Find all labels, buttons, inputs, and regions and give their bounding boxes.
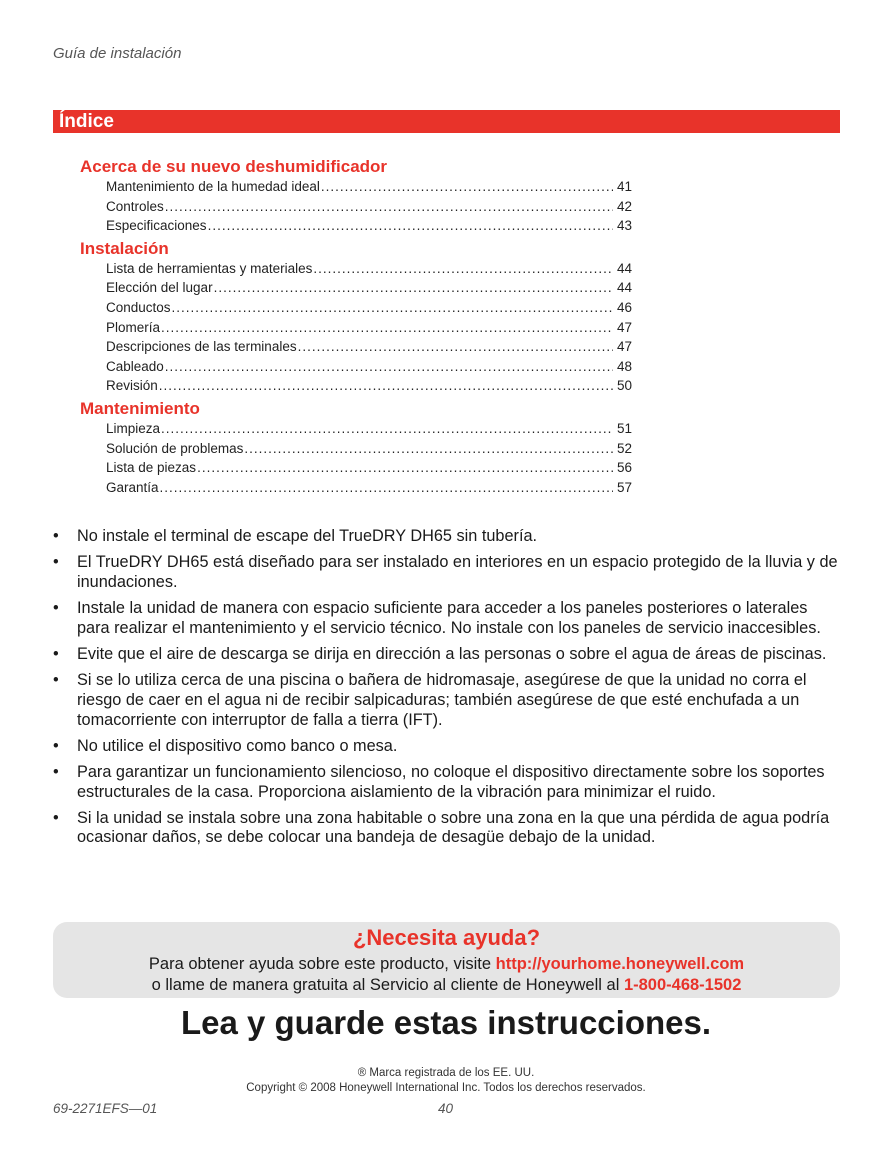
bullet-marker: • <box>53 808 59 827</box>
bullet-text: Instale la unidad de manera con espacio suficiente para acceder a los paneles posteriores o laterales para realizar el mantenimiento y el servicio técnico. No instale con los paneles de servicio inaccesibles. <box>77 598 821 637</box>
bullet-item <box>53 809 838 849</box>
toc-dot-leader <box>313 259 613 279</box>
toc-entry-page: 41 <box>616 179 632 194</box>
toc-entry-page: 44 <box>616 280 632 296</box>
index-title-bar <box>53 110 840 133</box>
bullet-marker: • <box>53 527 59 545</box>
toc-dot-leader <box>244 439 613 459</box>
toc-entry-page: 42 <box>616 198 632 214</box>
index-title: Índice <box>59 111 114 132</box>
safety-bullet-list <box>53 527 838 855</box>
toc-entry[interactable] <box>106 419 632 439</box>
running-header: Guía de instalación <box>53 45 182 62</box>
bullet-item <box>53 763 838 803</box>
toc-entry[interactable] <box>106 197 632 217</box>
toc-entry[interactable] <box>106 216 632 236</box>
toc-dot-leader <box>321 177 613 197</box>
toc-entry-page: 44 <box>616 260 632 276</box>
help-phone-line <box>53 976 840 995</box>
toc-entry-label: Lista de piezas <box>106 460 197 476</box>
bullet-marker: • <box>53 762 59 781</box>
toc-dot-leader <box>160 478 613 498</box>
toc-entry-page: 56 <box>616 460 632 476</box>
toc-entry-label: Mantenimiento de la humedad ideal <box>106 179 320 194</box>
toc-entry[interactable] <box>106 318 632 338</box>
toc-entry-label: Solución de problemas <box>106 440 244 456</box>
bullet-item <box>53 527 838 547</box>
toc-entry[interactable] <box>106 478 632 498</box>
toc-entry-page: 47 <box>616 319 632 335</box>
bullet-marker: • <box>53 598 59 617</box>
toc-dot-leader <box>161 419 613 439</box>
toc-entry-page: 46 <box>616 299 632 315</box>
bullet-marker: • <box>53 670 59 689</box>
toc-entry[interactable] <box>106 357 632 377</box>
toc-dot-leader <box>197 458 613 478</box>
toc-entry-page: 43 <box>616 218 632 234</box>
toc-entry[interactable] <box>106 439 632 459</box>
toc-entry-label: Plomería <box>106 319 161 335</box>
toc-entry[interactable] <box>106 458 632 478</box>
copyright-note: Copyright © 2008 Honeywell International Inc. Todos los derechos reservados. <box>246 1082 646 1094</box>
bullet-item <box>53 671 838 730</box>
toc-entry-label: Cableado <box>106 358 164 374</box>
toc-section <box>80 398 632 497</box>
help-website-text: Para obtener ayuda sobre este producto, visite <box>148 955 496 973</box>
bullet-text: No instale el terminal de escape del TrueDRY DH65 sin tubería. <box>77 527 538 545</box>
toc-section <box>80 238 632 396</box>
toc-entry[interactable] <box>106 259 632 279</box>
toc-dot-leader <box>298 337 613 357</box>
toc-dot-leader <box>165 197 613 217</box>
bullet-item <box>53 553 838 593</box>
document-number: 69-2271EFS—01 <box>53 1101 158 1116</box>
help-title: ¿Necesita ayuda? <box>352 925 541 950</box>
toc-entry[interactable] <box>106 278 632 298</box>
trademark-note: ® Marca registrada de los EE. UU. <box>357 1067 535 1079</box>
bullet-marker: • <box>53 736 59 755</box>
table-of-contents <box>80 154 632 497</box>
bullet-text: Si la unidad se instala sobre una zona habitable o sobre una zona en la que una pérdida de agua podría ocasionar daños, se debe colocar una bandeja de desagüe debajo de la unidad. <box>77 808 830 847</box>
help-phone-text: o llame de manera gratuita al Servicio al cliente de Honeywell al <box>151 976 624 994</box>
bullet-item <box>53 599 838 639</box>
toc-entry[interactable] <box>106 177 632 197</box>
bullet-marker: • <box>53 553 59 572</box>
toc-entry-label: Limpieza <box>106 420 161 436</box>
toc-dot-leader <box>208 216 613 236</box>
bullet-text: Para garantizar un funcionamiento silencioso, no coloque el dispositivo directamente sobre los soportes estructurales de la casa. Proporciona aislamiento de la vibración para minimizar el ruido. <box>77 762 825 801</box>
toc-entry-label: Controles <box>106 198 164 214</box>
bullet-text: Si se lo utiliza cerca de una piscina o bañera de hidromasaje, asegúrese de que la unidad no corra el riesgo de caer en el agua ni de recibir salpicaduras; también asegúrese de que esté enchufada a un tomacorriente con interruptor de falla a tierra (IFT). <box>77 670 807 729</box>
toc-section-heading: Acerca de su nuevo deshumidificador <box>80 157 388 176</box>
toc-entry-label: Elección del lugar <box>106 280 213 296</box>
toc-entry-label: Especificaciones <box>106 218 207 234</box>
toc-entry-page: 52 <box>616 440 632 456</box>
toc-entry-label: Lista de herramientas y materiales <box>106 260 313 276</box>
toc-entry-page: 57 <box>616 479 632 495</box>
toc-dot-leader <box>161 318 613 338</box>
closing-title: Lea y guarde estas instrucciones. <box>180 1004 712 1041</box>
toc-dot-leader <box>172 298 613 318</box>
toc-section <box>80 156 632 236</box>
toc-entry-page: 51 <box>616 420 632 436</box>
toc-entry-label: Garantía <box>106 479 159 495</box>
bullet-marker: • <box>53 644 59 663</box>
page-number: 40 <box>438 1101 454 1116</box>
help-box <box>53 922 840 998</box>
help-website-line <box>53 955 840 974</box>
toc-entry-label: Conductos <box>106 299 171 315</box>
toc-section-heading: Instalación <box>80 238 169 258</box>
toc-entry[interactable] <box>106 298 632 318</box>
toc-dot-leader <box>214 278 613 298</box>
toc-entry-page: 47 <box>616 339 632 355</box>
help-url-link[interactable]: http://yourhome.honeywell.com <box>495 955 745 973</box>
bullet-text: Evite que el aire de descarga se dirija en dirección a las personas o sobre el agua de áreas de piscinas. <box>77 644 827 663</box>
bullet-text: No utilice el dispositivo como banco o mesa. <box>77 736 398 755</box>
toc-dot-leader <box>165 357 613 377</box>
toc-entry[interactable] <box>106 376 632 396</box>
toc-entry-label: Revisión <box>106 378 158 394</box>
toc-entry-page: 48 <box>616 358 632 374</box>
bullet-item <box>53 737 838 757</box>
bullet-item <box>53 645 838 665</box>
toc-entry-page: 50 <box>616 378 632 394</box>
toc-entry-label: Descripciones de las terminales <box>106 339 297 355</box>
toc-section-heading: Mantenimiento <box>80 398 200 418</box>
toc-dot-leader <box>159 376 613 396</box>
toc-entry[interactable] <box>106 337 632 357</box>
bullet-text: El TrueDRY DH65 está diseñado para ser instalado en interiores en un espacio protegido de la lluvia y de inundaciones. <box>77 553 838 591</box>
help-phone-number[interactable]: 1-800-468-1502 <box>623 976 742 994</box>
